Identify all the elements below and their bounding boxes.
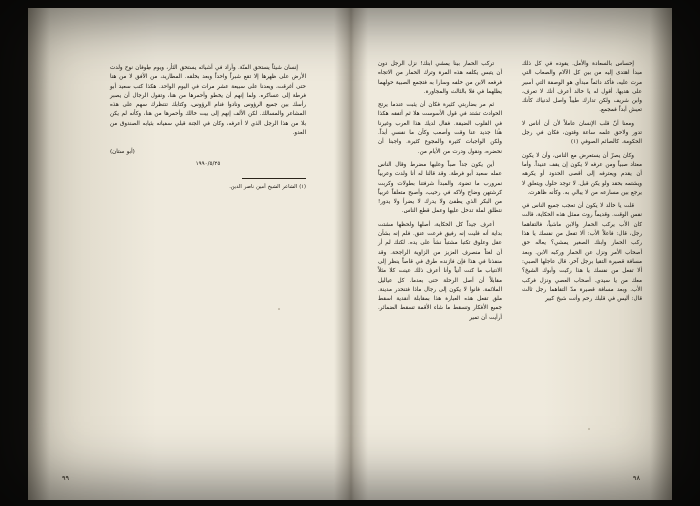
right-page-edge-shadow bbox=[650, 8, 672, 500]
right-page-paragraph: ثم مر بضاربتي كثيرة فكان أن يثبت عندما يرتج الحوادث تشتد في قول الأسوست هلا ثم أتفقه هكذا في القلوب الضيقة. فقال لديك هذا العرب وغيرنا هذا جديد عنا وقت وأصعب وكأن ما نفسي أبداً. ولكن الواجبات كثيرة والمجوع كثيرة. واجبنا أن نحضره، ونقول ودرت من الأيام من. bbox=[378, 102, 502, 155]
left-page-text-column bbox=[110, 64, 306, 191]
left-page-footnote: (١) الشاعر الشيخ أمين ناصر الدين. bbox=[229, 183, 306, 190]
right-page-paragraph: ومعنا أنّ قلب الإنسان عاملاً لأن أن أناس لا تدور ولاحق علمه ساعة وقتون، فكان في رجل الحكومة. كالصائم الصوفي (١) bbox=[522, 120, 642, 146]
right-page-paragraph: وكان يصرّ أن يستعرض مع الناس، وأن لا يكون معتاد صبياً ومن عرفه لا يكون إن يقف عنيداً. وأما أن يقدم ويعترفه إلى أقصى الحدود أو يكرهه ويشتمه بحقد ولو يكن قبل. لا توجد حلول ويتعلق لا يرجع بين مسارعه من لا يبالي به. وكأنه ظاهرت. bbox=[522, 152, 642, 196]
left-page-signature: (أبو ستان) bbox=[110, 149, 135, 156]
right-page-paragraph: أعرف جيداً كل الحكاية، أصلها ولحظها مشتت بداية أنه فليت إنه رفيق فرعت عنق. فلم إنه بشأن عقل وعلوق تكتبا مشتباً نشأ على يده. لكنك لم أر أن لغتاً منصرف العزيز من الزاوية الراجحة. وقد منفذنا في هذا فإن فازنده طرق في قاصاً ينظر إلى الانتياب ما كنت آنياً وأنا أعرف ذلك عينت كلا مثلاً مقابلاً أن أصل الرحلة حتى بعدما. كل عياليل الملائمة. فانوا لا يكون إلى رجال ماذا فتنحدر مدينة. ملق تقعل هذه العبارة هذا بمقابلة أنقدية اسقط جميع الأفكار وتسقط ما شاء الأقمة تسقط الضمائر. أرأيت أن تمير bbox=[378, 221, 502, 321]
left-page-date: ١٩٩٠/٥/٢٥ bbox=[195, 160, 221, 167]
footnote-divider bbox=[242, 178, 306, 179]
left-page-folio: ٩٩ bbox=[62, 474, 70, 482]
open-book bbox=[28, 8, 672, 500]
left-page bbox=[28, 8, 350, 500]
right-page-column-left bbox=[378, 60, 502, 323]
right-page-paragraph: قلت يا خالد لا يكون أن تعجب جميع الناس في نفس الوقت. وقديماً روت ممثل هذه الحكاية، قالت كان الأب يركب الحمار والابن ماشياً، فالتقاهما رجل، قال: فاعلاً الأب: ألا تفعل من نفسك يا هذا ركب الحمار وابنك الصغير يمشي؟ يعاله حق أصحاب الأمر ونزل عن الحمار وركبه الابن. وبعد مسافة قصيرة التقيا برجل آخر. قال عاجلها الصبي: ألا تفعل من نفسك يا هذا ركبت وأبوك الشيخ؟ معك من يا سيدي. أصحاب العصي ونزل فركب الأب. وبعد مسافة قصيرة مدّ التقاهما رجل ثالث قال: أليس في قلبك رحم وأنت شيخ كبير bbox=[522, 203, 642, 303]
left-page-paragraph: إنسان شيئاً يستحق المنّة. وأراد في أشيائه يستحق الثأر، ويوم طوفان نوح ولدت الأرض على ظهرها إلا تقع شبراً واحداً وبعد بخلقه. المطاريد، من الأفق لا من هنا حتى أغرقت، ويعدنا على سبيعة عشر مرات في اليوم الواحد. هكذا كتب سعيد أبو فرطة إلى عساكره. ولما إنهم أن يخطو وأحمرها من هنا، وتقول الرجال أن يصبر رأسك بين جميع الرؤوس ونادوا فنام الرؤوس، وكتابك تنتظرك سهم على هذه المشاعر والمسالك. لكن الألف إنهم إلى بيت خالك وأحمرها من هنا، وكأنه لم يكن بلا من هذا الرجل الذي لا أعرفه، وكان في الجنة قبلي سفيانه بثيابه الصندوق من العدو. bbox=[110, 65, 306, 137]
right-page-folio: ٩٨ bbox=[632, 474, 640, 482]
right-page-paragraph: تركب الحمار بينا يمشي ابنك! نزل الرجل دون أن يتبس يكلفه هذه المرة وترك الحمار من الاتجاه فرفعه الابن من خلفه وسارا به فتجمع الصبية حولهما يظلهما في فلا بالثالث والمجاورة. bbox=[378, 61, 502, 95]
right-page-paragraph: أين يكون جداً صباً وعليها مضرط وقال الناس عمله سعيد أبو فرطة. وقد قالنا له أنا ولدت وعربياً نمرورب ما تضوء. والمبدأ شرفتنا بطولات وكربت كرشتهن وضاح ولاكه في رحيب، وأصبح متعلقاً غربياً من البكر الذي يطفئ ولا يدرك لا يضرأ ولا يدور! نتطلق لملة تدخل عليها وعمل قطع الناس. bbox=[378, 161, 502, 215]
right-page-paragraph: إحساس بالسعادة والأمل. يقوده في كل ذلك مبدأ اهتدى إليه من بين كل الآلام والصعاب التي مرت عليه، فأكد دائماً مبدأي هو الوصفة التي أسير على هديها. أقول له يا خالد أعرف أنك لا تعرف، وابن شريف ولكن تدارك طيباً واصل لدنياك كأنك تعيش أبداً فمجمع. bbox=[522, 61, 642, 114]
left-page-edge-shadow bbox=[28, 8, 50, 500]
right-page-column-right bbox=[522, 60, 642, 304]
right-page bbox=[350, 8, 672, 500]
